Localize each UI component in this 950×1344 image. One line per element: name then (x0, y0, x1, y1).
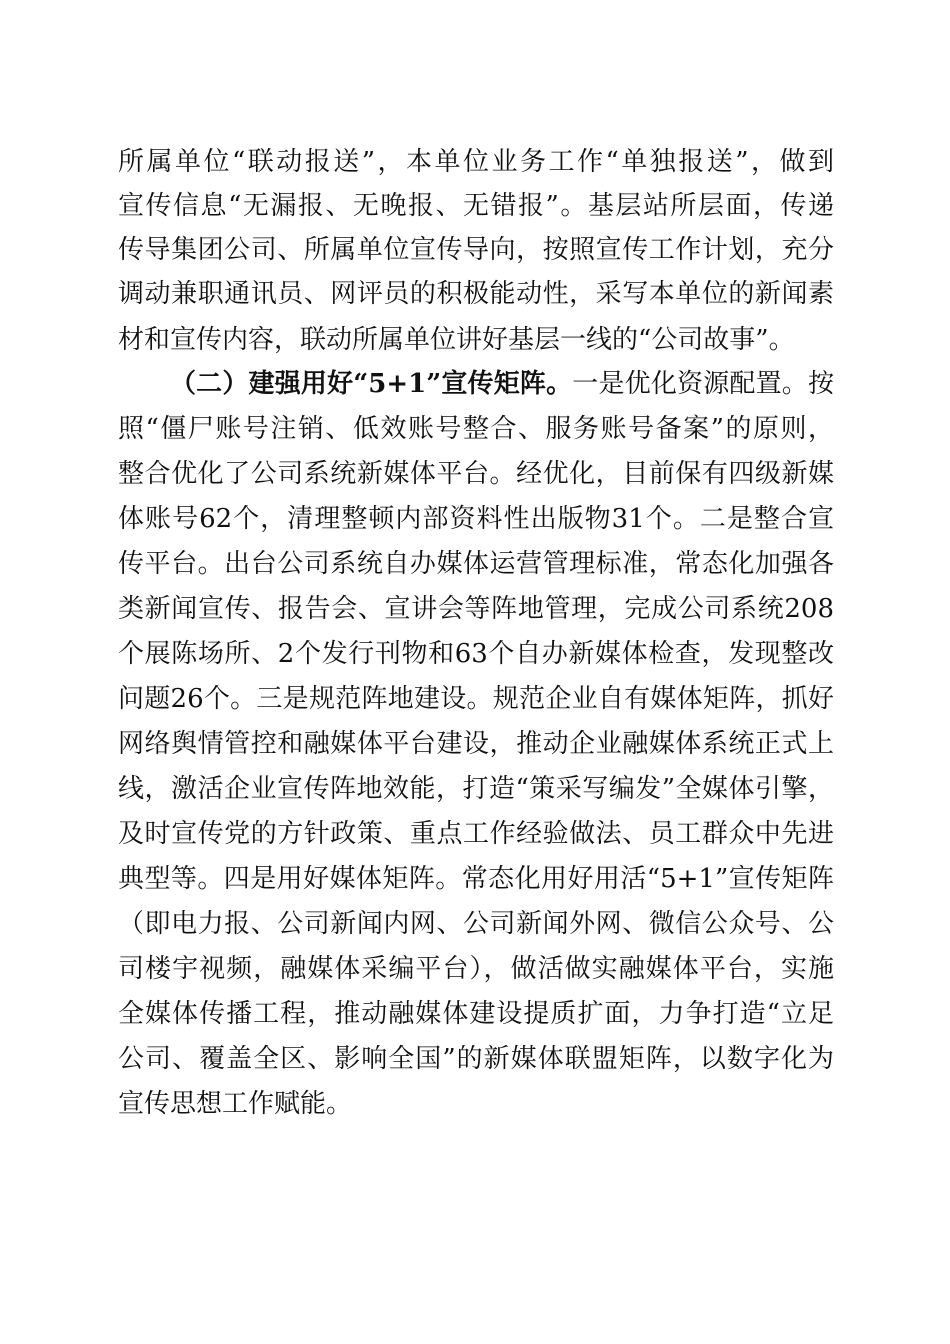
section-first-line (170, 362, 834, 406)
paragraph-line: 问题26个。三是规范阵地建设。规范企业自有媒体矩阵，抓好 (118, 684, 834, 714)
paragraph-line: 公司、覆盖全区、影响全国”的新媒体联盟矩阵，以数字化为 (118, 1044, 834, 1074)
section-heading: （二）建强用好“5+1”宣传矩阵。 (170, 369, 573, 399)
paragraph-line: 类新闻宣传、报告会、宣讲会等阵地管理，完成公司系统208 (118, 594, 834, 624)
paragraph-line: 及时宣传党的方针政策、重点工作经验做法、员工群众中先进 (118, 819, 834, 849)
paragraph-line: 网络舆情管控和融媒体平台建设，推动企业融媒体系统正式上 (118, 729, 834, 759)
paragraph-line: 宣传思想工作赋能。 (118, 1089, 353, 1119)
paragraph-line: 调动兼职通讯员、网评员的积极能动性，采写本单位的新闻素 (118, 279, 834, 309)
paragraph-line: 材和宣传内容，联动所属单位讲好基层一线的“公司故事”。 (118, 325, 795, 355)
paragraph-line: 典型等。四是用好媒体矩阵。常态化用好用活“5+1”宣传矩阵 (118, 864, 834, 894)
paragraph-line: 体账号62个，清理整顿内部资料性出版物31个。二是整合宣 (118, 504, 834, 534)
paragraph-line: 个展陈场所、2个发行刊物和63个自办新媒体检查，发现整改 (118, 639, 834, 669)
paragraph-line: 整合优化了公司系统新媒体平台。经优化，目前保有四级新媒 (118, 459, 834, 489)
paragraph-line: 司楼宇视频，融媒体采编平台），做活做实融媒体平台，实施 (118, 954, 834, 984)
paragraph-line: 宣传信息“无漏报、无晚报、无错报”。基层站所层面，传递 (118, 191, 834, 221)
paragraph-line: 线，激活企业宣传阵地效能，打造“策采写编发”全媒体引擎， (118, 774, 834, 804)
paragraph-line: 照“僵尸账号注销、低效账号整合、服务账号备案”的原则， (118, 414, 834, 444)
paragraph-line: 传平台。出台公司系统自办媒体运营管理标准，常态化加强各 (118, 549, 834, 579)
paragraph-line: 传导集团公司、所属单位宣传导向，按照宣传工作计划，充分 (118, 235, 834, 265)
paragraph-line: （即电力报、公司新闻内网、公司新闻外网、微信公众号、公 (118, 909, 834, 939)
paragraph-line: 所属单位“联动报送”，本单位业务工作“单独报送”，做到 (118, 147, 834, 177)
section-first-line-text: 一是优化资源配置。按 (572, 369, 834, 399)
paragraph-line: 全媒体传播工程，推动融媒体建设提质扩面，力争打造“立足 (118, 999, 834, 1029)
